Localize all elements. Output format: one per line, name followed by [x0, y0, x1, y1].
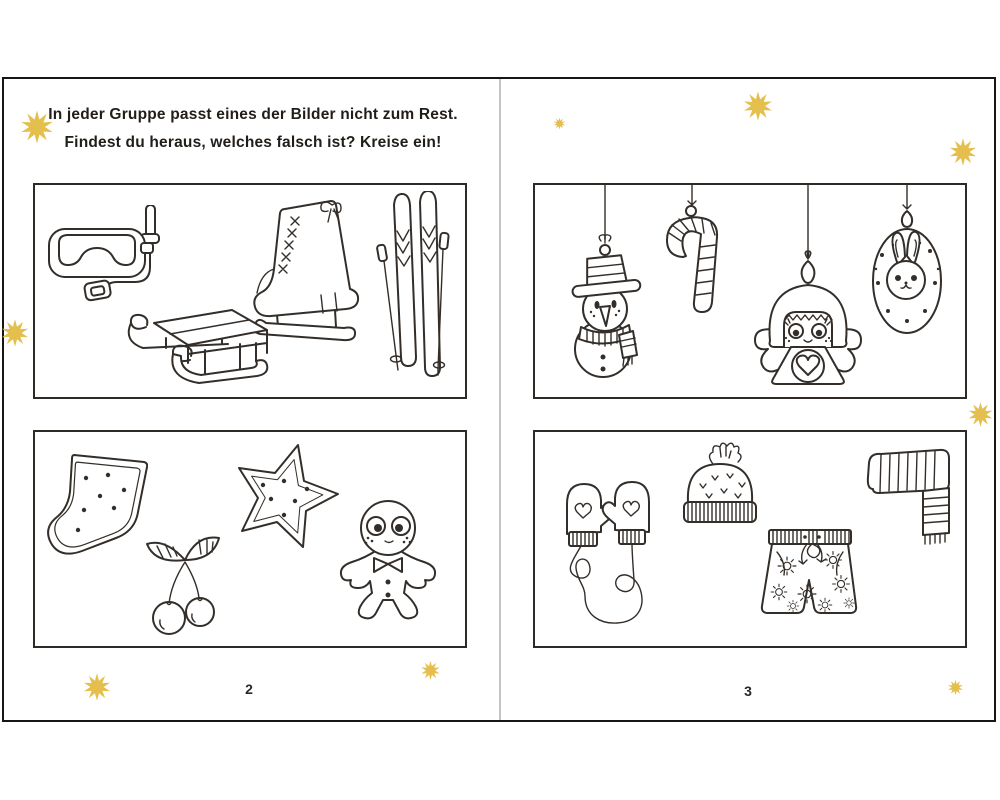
stocking-cookie-illustration [44, 450, 148, 560]
star-cookie-illustration [227, 441, 342, 553]
page-number-right: 3 [744, 683, 752, 699]
bobble-hat-illustration [680, 438, 760, 529]
snowman-ornament-illustration [565, 185, 643, 380]
skis-illustration [375, 191, 453, 386]
starburst-icon [948, 137, 978, 167]
candy-cane-ornament-illustration [655, 185, 721, 320]
striped-scarf-illustration [865, 447, 950, 545]
puzzle-group-winter-sports [33, 183, 467, 399]
instructions [10, 101, 496, 157]
instructions-line2: Findest du heraus, welches falsch ist? Kreise ein! [64, 134, 442, 151]
starburst-icon [19, 109, 55, 145]
gingerbread-man-illustration [335, 498, 441, 623]
starburst-icon [742, 90, 774, 122]
starburst-icon [82, 672, 112, 702]
swim-shorts-illustration [753, 528, 870, 625]
starburst-icon [0, 318, 30, 348]
mittens-illustration [553, 476, 663, 626]
starburst-icon [947, 679, 964, 696]
bunny-egg-ornament-illustration [868, 185, 944, 335]
puzzle-group-winter-clothing [533, 430, 967, 648]
starburst-icon [420, 660, 441, 681]
angel-ornament-illustration [751, 185, 865, 385]
snorkel-mask-illustration [47, 205, 172, 305]
puzzle-group-hanging-ornaments [533, 183, 967, 399]
starburst-icon [553, 117, 566, 130]
puzzle-group-christmas-cookies [33, 430, 467, 648]
starburst-icon [967, 401, 994, 428]
sled-illustration [110, 303, 270, 388]
page-number-left: 2 [245, 681, 253, 697]
page-fold-divider [499, 79, 501, 720]
instructions-line1: In jeder Gruppe passt eines der Bilder nicht zum Rest. [48, 106, 458, 123]
cherries-illustration [139, 532, 227, 636]
